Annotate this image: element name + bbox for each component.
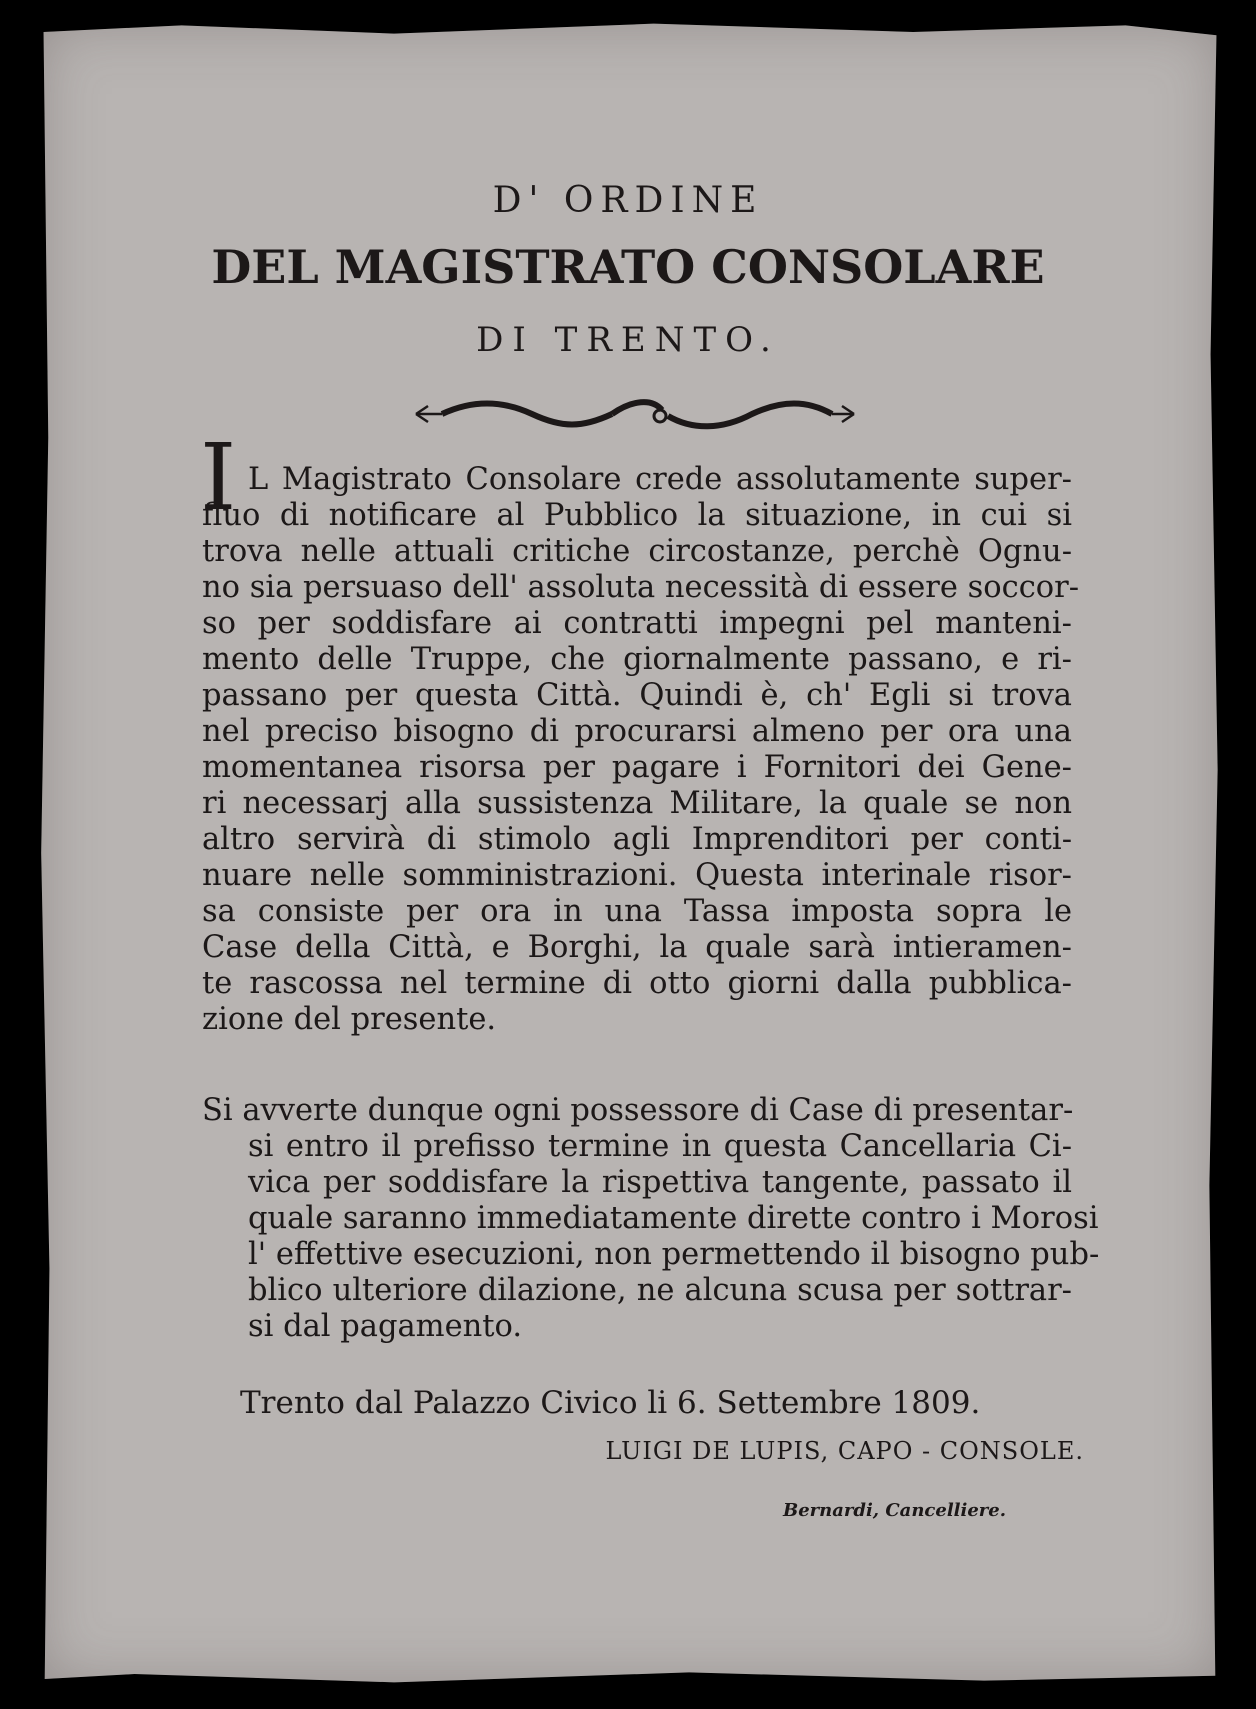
paragraph-line: te rascossa nel termine di otto giorni dalla pubblica- <box>202 966 1072 1001</box>
paragraph-line: altro servirà di stimolo agli Imprenditori per conti- <box>202 822 1072 857</box>
paragraph-line: no sia persuaso dell' assoluta necessità di essere soccor- <box>202 570 1080 605</box>
dateline: Trento dal Palazzo Civico li 6. Settembre 1809. <box>240 1385 981 1421</box>
drop-cap: I <box>200 424 237 531</box>
paragraph-line: nel preciso bisogno di procurarsi almeno per ora una <box>202 714 1072 749</box>
paragraph-2 <box>202 1093 1100 1345</box>
paragraph-line: sa consiste per ora in una Tassa imposta sopra le <box>202 894 1072 929</box>
serpent-ornament-icon <box>412 396 858 432</box>
paragraph-line: fluo di notificare al Pubblico la situazione, in cui si <box>202 498 1072 533</box>
paragraph-line: L Magistrato Consolare crede assolutamente super- <box>248 462 1072 497</box>
paragraph-line: Si avverte dunque ogni possessore di Case di presentar- <box>202 1093 1074 1128</box>
clerk-name: Bernardi, Cancelliere. <box>783 1500 1006 1521</box>
header-line-3: DI TRENTO. <box>476 320 780 360</box>
paragraph-line: mento delle Truppe, che giornalmente passano, e ri- <box>202 642 1072 677</box>
signer-name: LUIGI DE LUPIS, CAPO - CONSOLE. <box>605 1437 1084 1465</box>
header-line-2: DEL MAGISTRATO CONSOLARE <box>211 240 1045 294</box>
paragraph-line: so per soddisfare ai contratti impegni pel manteni- <box>202 606 1072 641</box>
paragraph-line: blico ulteriore dilazione, ne alcuna scusa per sottrar- <box>248 1273 1072 1308</box>
paragraph-line: ri necessarj alla sussistenza Militare, la quale se non <box>202 786 1072 821</box>
header-line-1: D' ORDINE <box>492 180 764 221</box>
paragraph-line: vica per soddisfare la rispettiva tangente, passato il <box>248 1165 1072 1200</box>
paragraph-line: l' effettive esecuzioni, non permettendo il bisogno pub- <box>248 1237 1100 1272</box>
paragraph-line: si entro il prefisso termine in questa Cancellaria Ci- <box>248 1129 1072 1164</box>
paragraph-line: zione del presente. <box>202 1002 497 1037</box>
paragraph-line: si dal pagamento. <box>248 1309 523 1344</box>
paragraph-1 <box>202 462 1080 1038</box>
paragraph-line: nuare nelle somministrazioni. Questa interinale risor- <box>202 858 1072 893</box>
paragraph-line: passano per questa Città. Quindi è, ch' Egli si trova <box>202 678 1072 713</box>
paragraph-line: trova nelle attuali critiche circostanze, perchè Ognu- <box>202 534 1072 569</box>
paragraph-line: momentanea risorsa per pagare i Fornitori dei Gene- <box>202 750 1072 785</box>
paragraph-line: Case della Città, e Borghi, la quale sarà intieramen- <box>202 930 1072 965</box>
paragraph-line: quale saranno immediatamente dirette contro i Morosi <box>248 1201 1099 1236</box>
